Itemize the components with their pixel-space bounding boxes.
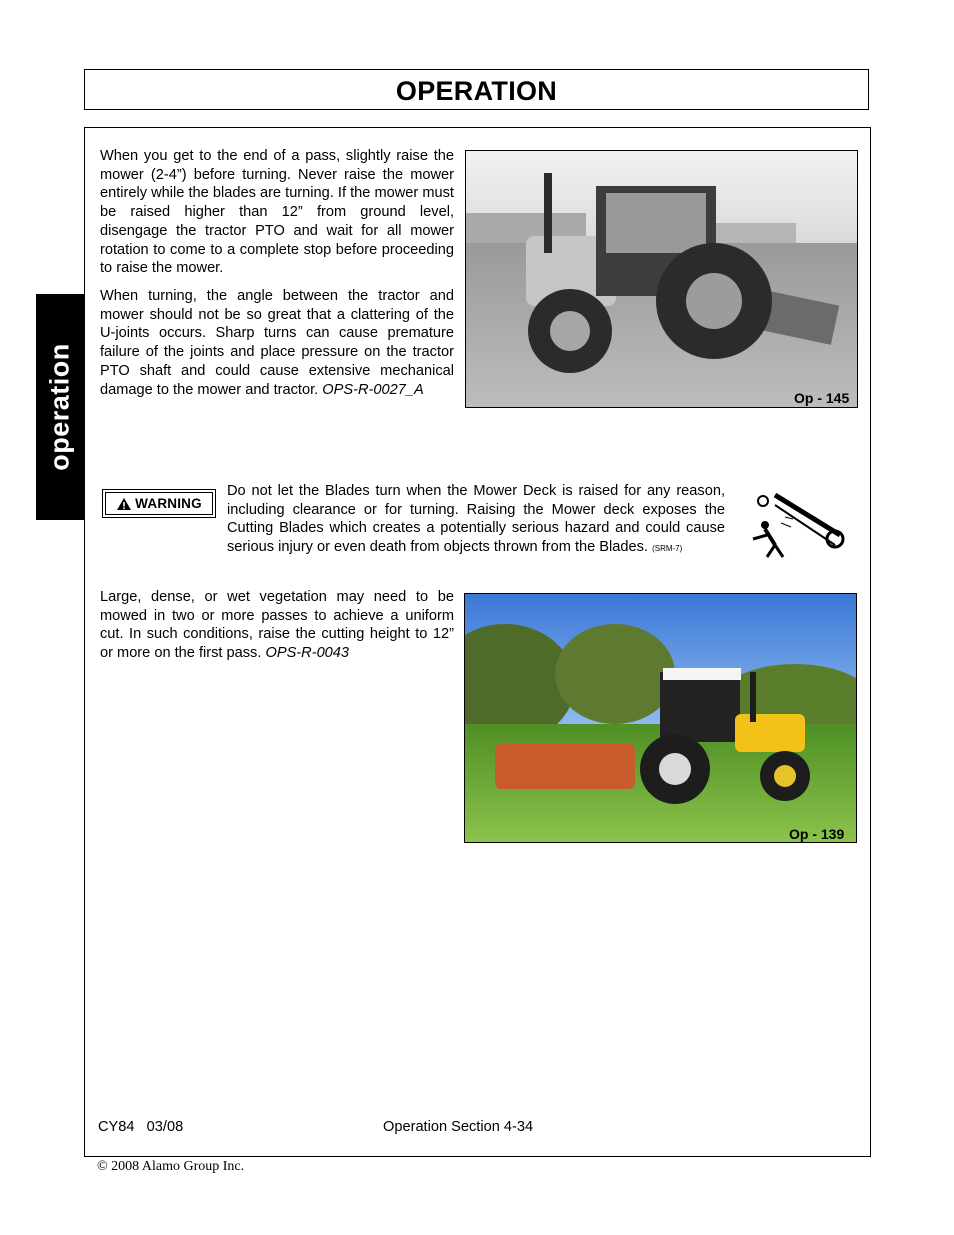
page-header — [84, 69, 869, 110]
footer-section-page: Operation Section 4-34 — [383, 1119, 534, 1135]
footer-model-date: CY84 03/08 — [98, 1119, 184, 1135]
page-title: OPERATION — [395, 76, 558, 106]
photo-caption-op139: Op - 139 — [789, 826, 845, 842]
tractor-grayscale-illustration — [466, 151, 858, 408]
vegetation-paragraph-text: Large, dense, or wet vegetation may need to be mowed in two or more passes to achieve a uniform cut. In such conditions, raise the cutting height to 12” or more on the first pass. — [100, 589, 454, 662]
warning-message: Do not let the Blades turn when the Mower Deck is raised for any reason, including clearance or for turning. Raising the Mower deck exposes the Cutting Blades which creates a potentially serious hazard and could cause serious injury or even death from objects thrown from the Blades. — [227, 483, 725, 556]
warning-label: WARNING — [135, 496, 202, 511]
copyright-notice: © 2008 Alamo Group Inc. — [97, 1159, 245, 1174]
ops-code-0043: OPS-R-0043 — [265, 645, 350, 662]
warning-triangle-icon — [116, 497, 132, 511]
side-tab — [36, 294, 84, 520]
ops-code-0027: OPS-R-0027_A — [322, 381, 424, 398]
turning-paragraph-1: When you get to the end of a pass, slightly raise the mower (2-4”) before turning. Never raise the mower entirely while the blades are turning. If the mower must be raised higher than 12” from ground level, disengage the tractor PTO and wait for all mower rotation to come to a complete stop before proceeding to raise the mower. — [100, 148, 454, 277]
thrown-object-hazard-icon — [745, 487, 845, 559]
photo-caption-op145: Op - 145 — [794, 390, 850, 406]
warning-text-top — [227, 482, 725, 559]
tractor-photo-op139 — [464, 593, 857, 843]
turning-paragraph-2 — [100, 287, 454, 399]
turning-paragraph-2-text: When turning, the angle between the tractor and mower should not be so great that a clattering of the U-joints occurs. Sharp turns can cause premature failure of the joints and place pressure on the tractor PTO shaft and could cause extensive mechanical damage to the mower and tractor. — [100, 288, 454, 398]
tractor-color-illustration — [465, 594, 857, 843]
warning-code: (SRM-7) — [652, 544, 683, 554]
side-tab-label: operation — [44, 343, 75, 471]
warning-badge — [102, 489, 216, 518]
vegetation-paragraph — [100, 588, 454, 663]
tractor-photo-op145 — [465, 150, 858, 408]
